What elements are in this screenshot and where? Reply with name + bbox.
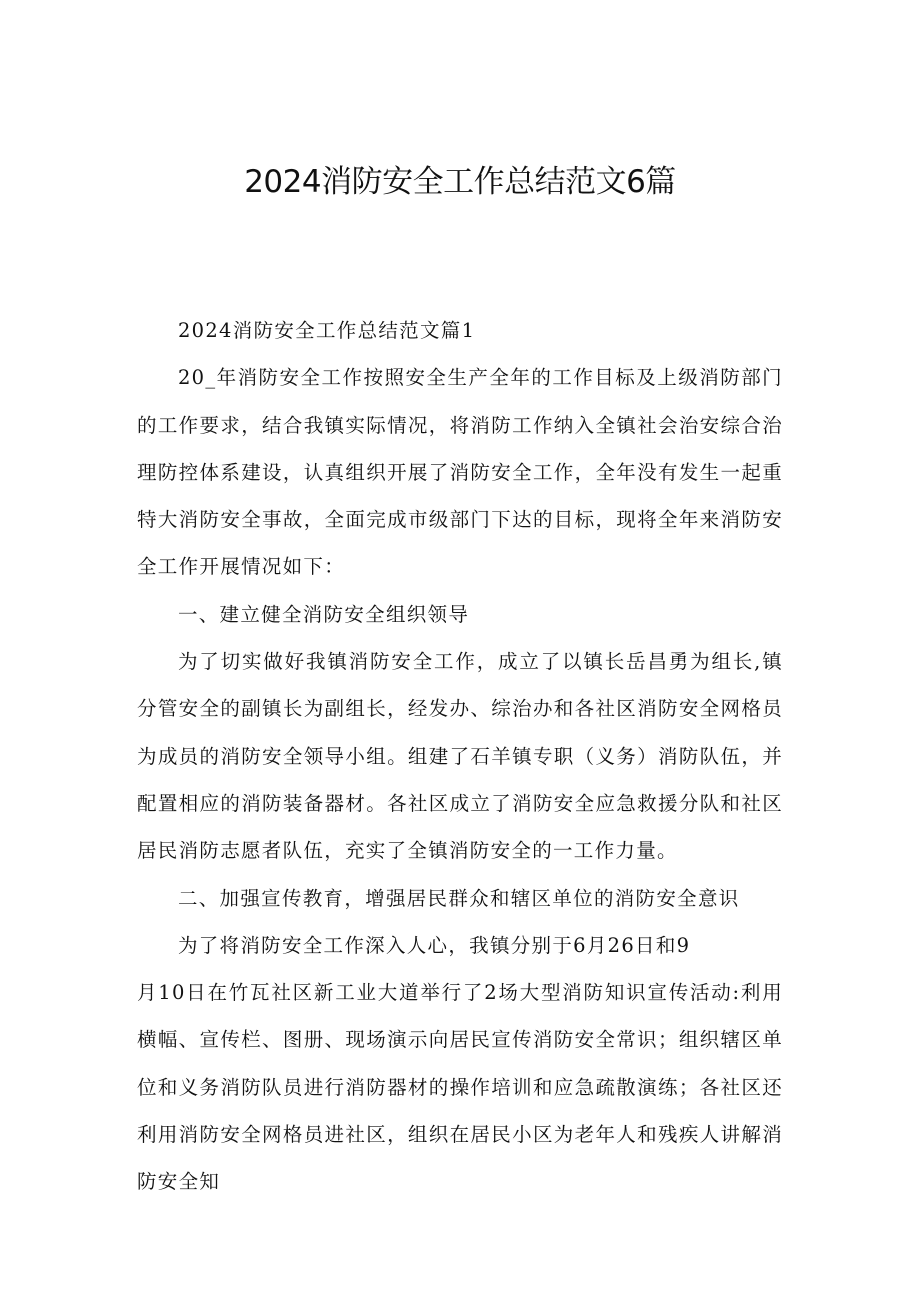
intro-paragraph: 20_年消防安全工作按照安全生产全年的工作目标及上级消防部门的工作要求，结合我镇实际情况，将消防工作纳入全镇社会治安综合治理防控体系建设，认真组织开展了消防安全工作，全年没有发生一起重特大消防安全事故，全面完成市级部门下达的目标，现将全年来消防安全工作开展情况如下： — [137, 366, 783, 579]
document-body — [137, 307, 783, 1206]
section-heading-2: 二、加强宣传教育，增强居民群众和辖区单位的消防安全意识 — [177, 886, 740, 910]
section-heading-1: 一、建立健全消防安全组织领导 — [177, 602, 470, 626]
publicity-paragraph-start: 为了将消防安全工作深入人心，我镇分别于6月26日和9 — [177, 933, 691, 957]
organization-paragraph: 为了切实做好我镇消防安全工作，成立了以镇长岳昌勇为组长,镇分管安全的副镇长为副组长，经发办、综治办和各社区消防安全网格员为成员的消防安全领导小组。组建了石羊镇专职（义务）消防队伍，并配置相应的消防装备器材。各社区成立了消防安全应急救援分队和社区居民消防志愿者队伍，充实了全镇消防安全的一工作力量。 — [137, 650, 783, 863]
section-heading: 2024消防安全工作总结范文篇1 — [177, 319, 476, 342]
publicity-paragraph-continued: 月10日在竹瓦社区新工业大道举行了2场大型消防知识宣传活动:利用横幅、宣传栏、图册、现场演示向居民宣传消防安全常识；组织辖区单位和义务消防队员进行消防器材的操作培训和应急疏散演练；各社区还利用消防安全网格员进社区，组织在居民小区为老年人和残疾人讲解消防安全知 — [137, 981, 783, 1194]
document-title: 2024消防安全工作总结范文6篇 — [244, 164, 676, 200]
